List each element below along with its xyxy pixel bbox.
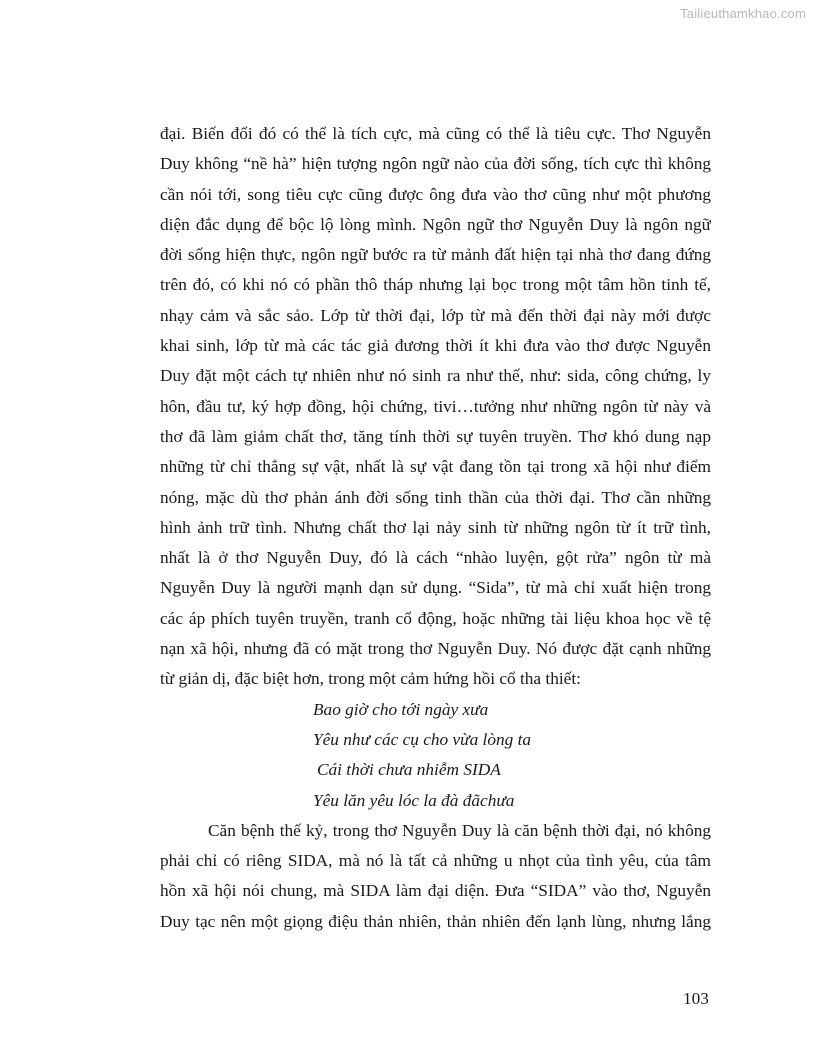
text-line: Nguyễn Duy là người mạnh dạn sử dụng. “Sida”, từ mà chỉ xuất hiện trong (160, 578, 711, 598)
text-line: những từ chỉ thẳng sự vật, nhất là sự vật đang tồn tại trong xã hội như điểm (160, 457, 711, 477)
text-line: Duy tạc nên một giọng điệu thản nhiên, thản nhiên đến lạnh lùng, nhưng lắng (160, 911, 711, 931)
poem-quote (160, 695, 711, 816)
text-line: diện đắc dụng để bộc lộ lòng mình. Ngôn ngữ thơ Nguyễn Duy là ngôn ngữ (160, 214, 711, 234)
text-line: khai sinh, lớp từ mà các tác giả đương thời ít khi đưa vào thơ được Nguyễn (160, 336, 711, 356)
text-line: từ giản dị, đặc biệt hơn, trong một cảm hứng hồi cổ tha thiết: (160, 669, 581, 689)
page-number: 103 (683, 989, 709, 1008)
text-line: hồn xã hội nói chung, mà SIDA làm đại diện. Đưa “SIDA” vào thơ, Nguyễn (160, 881, 711, 901)
poem-line: Cái thời chưa nhiễm SIDA (317, 760, 501, 780)
text-line: cần nói tới, song tiêu cực cũng được ông đưa vào thơ cũng như một phương (160, 184, 711, 204)
page-body (160, 119, 711, 937)
text-line: trên đó, có khi nó có phần thô tháp nhưng lại bọc trong một tâm hồn tinh tế, (160, 275, 711, 295)
text-line: nạn xã hội, nhưng đã có mặt trong thơ Nguyễn Duy. Nó được đặt cạnh những (160, 639, 711, 659)
paragraph-1 (160, 119, 711, 695)
poem-line: Yêu như các cụ cho vừa lòng ta (313, 729, 532, 749)
text-line: đại. Biến đổi đó có thể là tích cực, mà cũng có thể là tiêu cực. Thơ Nguyễn (160, 124, 711, 143)
text-line: hình ảnh trữ tình. Nhưng chất thơ lại nảy sinh từ những ngôn từ ít trữ tình, (160, 517, 711, 537)
text-line: phải chỉ có riêng SIDA, mà nó là tất cả những u nhọt của tình yêu, của tâm (160, 851, 711, 871)
poem-line: Bao giờ cho tới ngày xưa (313, 699, 489, 719)
text-line: thơ đã làm giảm chất thơ, tăng tính thời sự tuyên truyền. Thơ khó dung nạp (160, 426, 711, 446)
text-line: Căn bệnh thế kỷ, trong thơ Nguyễn Duy là căn bệnh thời đại, nó không (208, 820, 711, 840)
text-line: đời sống hiện thực, ngôn ngữ bước ra từ mảnh đất hiện tại nhà thơ đang đứng (160, 245, 711, 265)
text-line: Duy không “nề hà” hiện tượng ngôn ngữ nào của đời sống, tích cực thì không (160, 154, 711, 174)
text-line: hôn, đầu tư, ký hợp đồng, hội chứng, tivi…tưởng như những ngôn từ này và (160, 396, 711, 416)
text-line: nóng, mặc dù thơ phản ánh đời sống tinh thần của thời đại. Thơ cần những (160, 487, 711, 507)
text-line: nhất là ở thơ Nguyễn Duy, đó là cách “nhào luyện, gột rửa” ngôn từ mà (160, 548, 711, 568)
watermark: Tailieuthamkhao.com (680, 6, 806, 21)
text-line: Duy đặt một cách tự nhiên như nó sinh ra như thế, như: sida, công chứng, ly (160, 366, 711, 386)
text-line: nhạy cảm và sắc sảo. Lớp từ thời đại, lớp từ mà đến thời đại này mới được (160, 305, 711, 325)
poem-line: Yêu lăn yêu lóc la đà đãchưa (313, 790, 515, 810)
text-line: các áp phích tuyên truyền, tranh cổ động, hoặc những tài liệu khoa học về tệ (160, 608, 711, 628)
paragraph-2 (160, 816, 711, 937)
